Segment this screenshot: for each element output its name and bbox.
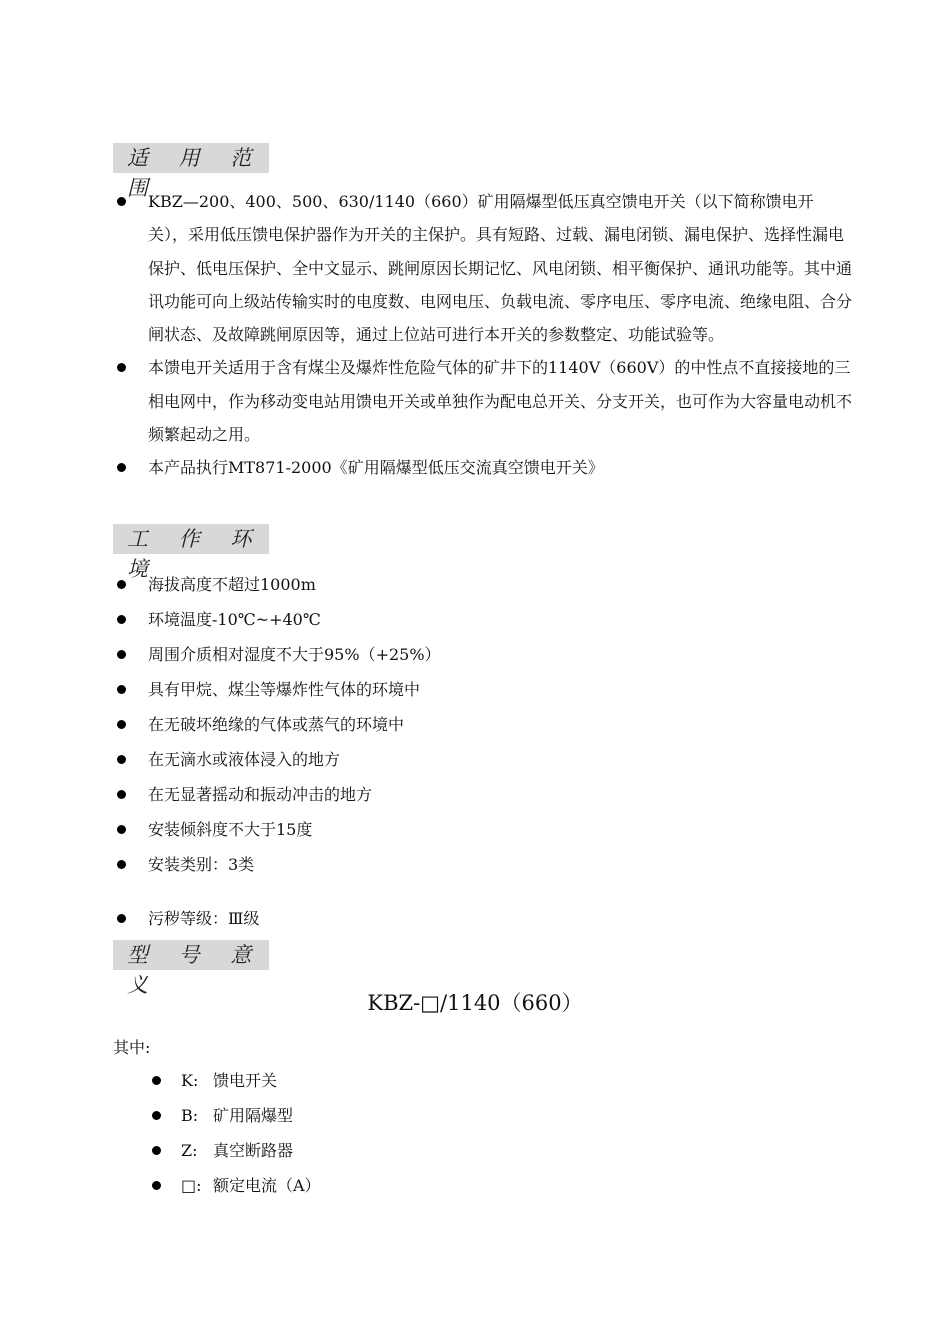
list-item: 周围介质相对湿度不大于95%（+25%） <box>113 637 713 672</box>
list-item: 在无滴水或液体浸入的地方 <box>113 742 713 777</box>
list-item <box>148 1133 321 1168</box>
section-heading-environment: 工 作 环 境 <box>113 524 269 554</box>
section-heading-model: 型 号 意 义 <box>113 940 269 970</box>
model-code: KBZ-□/1140（660） <box>367 991 583 1015</box>
list-item: 本馈电开关适用于含有煤尘及爆炸性危险气体的矿井下的1140V（660V）的中性点不直接接地的三相电网中，作为移动变电站用馈电开关或单独作为配电总开关、分支开关，也可作为大容量电动机不频繁起动之用。 <box>113 351 853 451</box>
list-item: 污秽等级：Ⅲ级 <box>113 901 713 936</box>
list-item: 在无破坏绝缘的气体或蒸气的环境中 <box>113 707 713 742</box>
list-item: 安装倾斜度不大于15度 <box>113 812 713 847</box>
model-code-meaning: 矿用隔爆型 <box>213 1106 294 1125</box>
list-item: 安装类别：3类 <box>113 847 713 882</box>
scope-list <box>113 185 853 485</box>
list-item: 本产品执行MT871-2000《矿用隔爆型低压交流真空馈电开关》 <box>113 451 853 484</box>
model-meaning-list <box>148 1063 321 1203</box>
list-item <box>148 1168 321 1203</box>
list-item: 海拔高度不超过1000m <box>113 567 713 602</box>
where-label: 其中: <box>113 1038 151 1057</box>
list-item <box>148 1098 321 1133</box>
model-code-meaning: 馈电开关 <box>213 1071 278 1090</box>
model-code-meaning: 额定电流（A） <box>213 1176 321 1195</box>
model-code-letter: B: <box>181 1106 199 1125</box>
model-code-letter: Z: <box>181 1141 198 1160</box>
model-code-meaning: 真空断路器 <box>213 1141 294 1160</box>
environment-list <box>113 567 713 936</box>
list-item: KBZ—200、400、500、630/1140（660）矿用隔爆型低压真空馈电开关（以下简称馈电开关），采用低压馈电保护器作为开关的主保护。具有短路、过载、漏电闭锁、漏电保护、选择性漏电保护、低电压保护、全中文显示、跳闸原因长期记忆、风电闭锁、相平衡保护、通讯功能等。其中通讯功能可向上级站传输实时的电度数、电网电压、负载电流、零序电压、零序电流、绝缘电阻、合分闸状态、及故障跳闸原因等，通过上位站可进行本开关的参数整定、功能试验等。 <box>113 185 853 351</box>
list-item <box>148 1063 321 1098</box>
list-item: 具有甲烷、煤尘等爆炸性气体的环境中 <box>113 672 713 707</box>
model-code-letter: K: <box>181 1071 199 1090</box>
list-item: 环境温度-10℃~+40℃ <box>113 602 713 637</box>
section-heading-scope: 适 用 范 围 <box>113 143 269 173</box>
list-item: 在无显著摇动和振动冲击的地方 <box>113 777 713 812</box>
model-code-letter: □: <box>181 1176 202 1195</box>
